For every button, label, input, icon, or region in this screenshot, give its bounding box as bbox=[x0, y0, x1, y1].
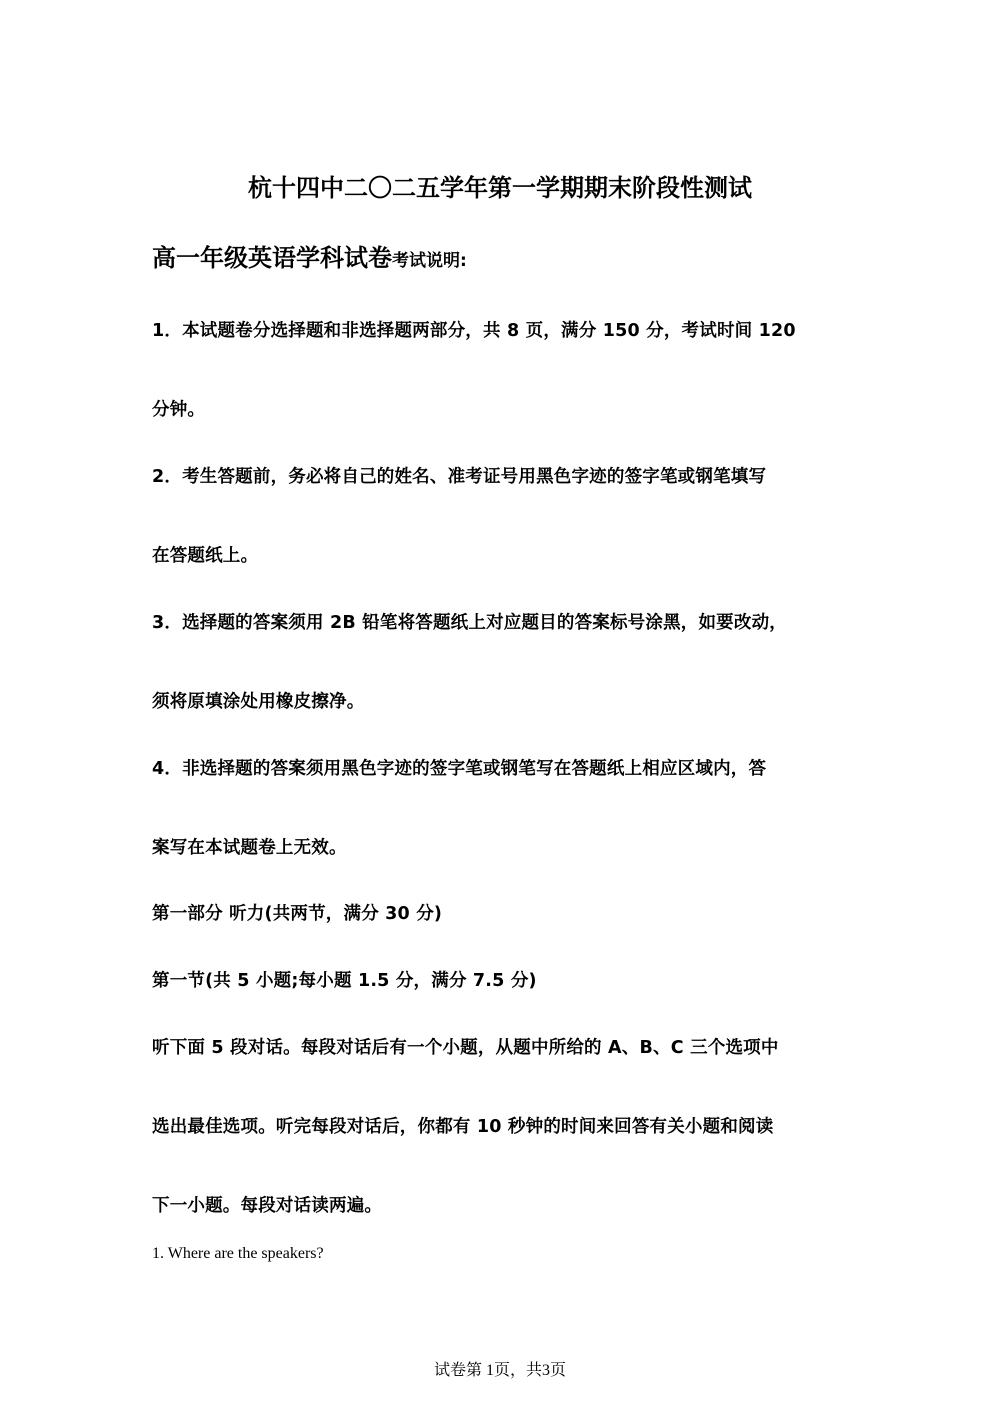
question-1: 1. Where are the speakers? bbox=[152, 1245, 324, 1262]
instruction-line: 4．非选择题的答案须用黑色字迹的签字笔或钢笔写在答题纸上相应区域内，答 bbox=[152, 759, 767, 779]
directions-line: 听下面 5 段对话。每段对话后有一个小题，从题中所给的 A、B、C 三个选项中 bbox=[152, 1038, 779, 1058]
part-heading: 第一部分 听力(共两节，满分 30 分) bbox=[152, 904, 443, 924]
subject-title: 高一年级英语学科试卷 bbox=[152, 244, 392, 272]
directions-line: 下一小题。每段对话读两遍。 bbox=[152, 1196, 383, 1216]
directions-line: 选出最佳选项。听完每段对话后，你都有 10 秒钟的时间来回答有关小题和阅读 bbox=[152, 1117, 774, 1137]
subsection-heading: 第一节(共 5 小题;每小题 1.5 分，满分 7.5 分) bbox=[152, 971, 537, 991]
instruction-line: 2．考生答题前，务必将自己的姓名、准考证号用黑色字迹的签字笔或钢笔填写 bbox=[152, 467, 767, 487]
instruction-line: 1．本试题卷分选择题和非选择题两部分，共 8 页，满分 150 分，考试时间 120 bbox=[152, 321, 796, 341]
page-footer: 试卷第 1页，共3页 bbox=[433, 1362, 566, 1379]
instruction-line: 分钟。 bbox=[152, 400, 206, 420]
exam-title: 杭十四中二〇二五学年第一学期期末阶段性测试 bbox=[248, 174, 752, 202]
instruction-line: 须将原填涂处用橡皮擦净。 bbox=[152, 692, 365, 712]
instruction-line: 在答题纸上。 bbox=[152, 546, 259, 566]
instruction-line: 案写在本试题卷上无效。 bbox=[152, 838, 347, 858]
exam-subtitle bbox=[152, 238, 467, 273]
instructions-heading: 考试说明: bbox=[392, 251, 467, 271]
instruction-line: 3．选择题的答案须用 2B 铅笔将答题纸上对应题目的答案标号涂黑，如要改动， bbox=[152, 613, 787, 633]
